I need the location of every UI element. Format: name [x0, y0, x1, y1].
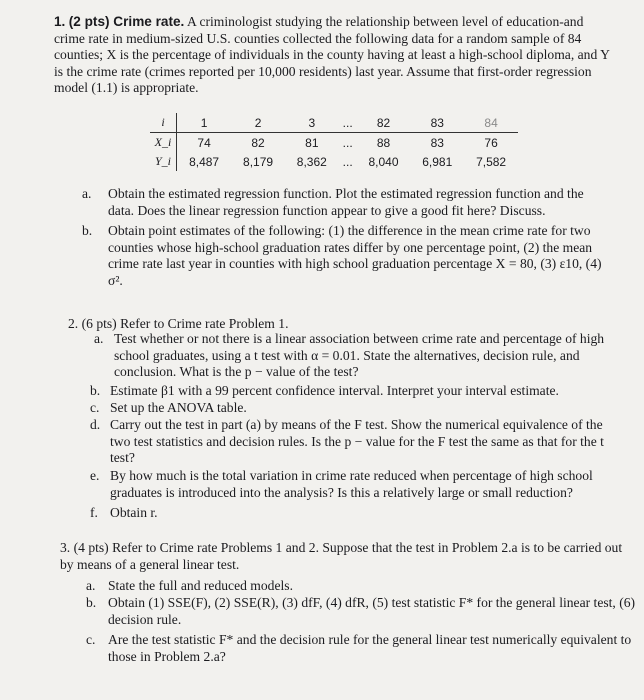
problem-1-points: (2 pts) Crime rate. [68, 14, 185, 29]
table-cell: X_i [150, 133, 177, 153]
table-cell: 8,362 [296, 154, 327, 169]
table-cell: 74 [197, 135, 211, 150]
problem-2f-text: Obtain r. [110, 505, 158, 520]
table-cell: ... [342, 154, 353, 169]
problem-1-number: 1. [54, 14, 66, 29]
table-cell: Y_i [150, 152, 177, 171]
table-header-cell: 3 [285, 113, 339, 133]
table-header-row [150, 113, 518, 133]
table-header-cell: 84 [464, 113, 518, 133]
data-table [150, 113, 518, 171]
table-cell: 76 [484, 135, 498, 150]
table-header-cell: i [150, 113, 177, 133]
problem-1-intro [54, 14, 614, 97]
table-cell: ... [342, 135, 353, 150]
table-header-cell: ... [339, 113, 357, 133]
problem-2-header: 2. (6 pts) Refer to Crime rate Problem 1. [68, 316, 289, 331]
problem-3c-label: c. [86, 632, 96, 647]
problem-3a-text: State the full and reduced models. [108, 578, 293, 593]
table-cell: 7,582 [476, 154, 507, 169]
problem-2b-label: b. [90, 383, 101, 398]
table-row-y [150, 152, 518, 171]
table-cell: 82 [251, 135, 265, 150]
problem-3a-label: a. [86, 578, 96, 593]
table-cell: 8,487 [189, 154, 220, 169]
problem-3-header: 3. (4 pts) Refer to Crime rate Problems 1 and 2. Suppose that the test in Problem 2.a is to be carried out by means of a general linear test. [60, 540, 623, 572]
problem-2f-label: f. [90, 505, 98, 520]
problem-1-text: A criminologist studying the relationship between level of education-and crime rate in medium-sized U.S. counties collected the following data for a random sample of 84 counties; X is the percentage of individuals in the county having at least a high-school diploma, and Y is the crime rate (crimes reported per 10,000 residents) last year. Assume that first-order regression model (1.1) is appropriate. [54, 14, 610, 95]
table-cell: 8,040 [368, 154, 399, 169]
problem-1a-text: Obtain the estimated regression function. Plot the estimated regression function and the data. Does the linear regression function appear to give a good fit here? Discuss. [108, 186, 584, 218]
problem-3b-label: b. [86, 595, 97, 610]
table-header-cell: 1 [177, 113, 232, 133]
table-header-cell: 82 [357, 113, 411, 133]
problem-2e-label: e. [90, 468, 100, 483]
table-cell: 83 [430, 135, 444, 150]
problem-2e-text: By how much is the total variation in crime rate reduced when percentage of high school graduates is introduced into the analysis? Is this a relatively large or small reduction? [110, 468, 593, 500]
table-row-x [150, 133, 518, 153]
problem-3b-text: Obtain (1) SSE(F), (2) SSE(R), (3) dfF, (4) dfR, (5) test statistic F* for the general linear test, (6) decision rule. [108, 595, 636, 627]
problem-2d-text: Carry out the test in part (a) by means of the F test. Show the numerical equivalence of the two test statistics and decision rules. Is the p − value for the F test the same as that for the t test? [110, 417, 604, 465]
table-cell: 88 [376, 135, 391, 150]
table-cell: 8,179 [243, 154, 274, 169]
problem-3c-text: Are the test statistic F* and the decision rule for the general linear test numerically equivalent to those in Problem 2.a? [108, 632, 632, 664]
problem-1a-label: a. [82, 186, 92, 201]
problem-2c-label: c. [90, 400, 100, 415]
table-header-cell: 83 [410, 113, 464, 133]
problem-2a-text: Test whether or not there is a linear association between crime rate and percentage of high school graduates, using a t test with α = 0.01. State the alternatives, decision rule, and conclusion. What is the p − value of the test? [114, 331, 605, 379]
problem-1b-label: b. [82, 223, 93, 238]
problem-2c-text: Set up the ANOVA table. [110, 400, 247, 415]
problem-2b-text: Estimate β1 with a 99 percent confidence interval. Interpret your interval estimate. [110, 383, 559, 398]
problem-2a-label: a. [94, 331, 104, 346]
table-header-cell: 2 [231, 113, 285, 133]
table-cell: 6,981 [422, 154, 453, 169]
table-cell: 81 [305, 135, 319, 150]
problem-2d-label: d. [90, 417, 101, 432]
problem-1b-text: Obtain point estimates of the following: (1) the difference in the mean crime rate for two counties whose high-school graduation rates differ by one percentage point, (2) the mean crime rate last year in counties with high school graduation percentage X = 80, (3) ε10, (4) σ². [108, 223, 602, 288]
